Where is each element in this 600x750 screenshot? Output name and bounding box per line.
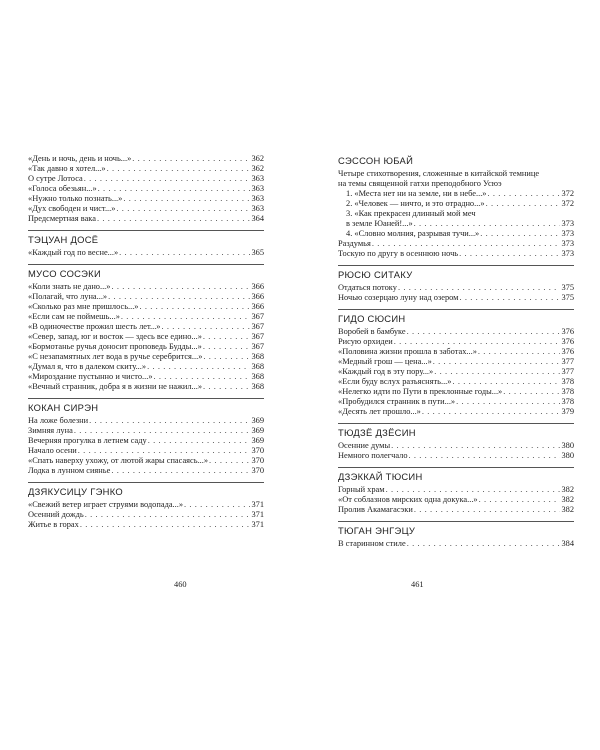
dot-leader [456, 397, 560, 407]
toc-entry [338, 495, 574, 505]
dot-leader [148, 436, 251, 446]
toc-entry [338, 209, 574, 219]
toc-entry-title: «Десять лет прошло...» [338, 407, 421, 416]
section-author-heading: РЮСЮ СИТАКУ [338, 269, 413, 280]
toc-entry [338, 539, 574, 549]
dot-leader [84, 174, 251, 184]
dot-leader [434, 367, 560, 377]
dot-leader [78, 446, 251, 456]
toc-entry-title: Вечерняя прогулка в летнем саду [28, 436, 147, 445]
toc-entry-page: 369 [251, 416, 264, 425]
toc-entry [28, 164, 264, 174]
section-author-heading: СЭССОН ЮБАЙ [338, 155, 414, 166]
toc-section [28, 482, 264, 530]
dot-leader [459, 249, 560, 259]
section-author-heading: ТЮГАН ЭНГЭЦУ [338, 525, 416, 536]
toc-entry-page: 363 [251, 204, 264, 213]
toc-entry [28, 372, 264, 382]
dot-leader [147, 362, 250, 372]
toc-entry-title: «Думал я, что в далеком скиту...» [28, 362, 147, 371]
section-author-heading: ГИДО СЮСИН [338, 313, 406, 324]
dot-leader [107, 164, 251, 174]
dot-leader [394, 337, 561, 347]
toc-entry [338, 441, 574, 451]
toc-entry-page: 369 [251, 426, 264, 435]
dot-leader [108, 292, 250, 302]
dot-leader [414, 219, 561, 229]
toc-entry [338, 327, 574, 337]
dot-leader [480, 229, 560, 239]
toc-entry-title: «Каждый год в эту пору...» [338, 367, 434, 376]
dot-leader [162, 322, 251, 332]
toc-section [338, 467, 574, 515]
dot-leader [407, 539, 561, 549]
toc-entry-title: в земле Юаней!...» [346, 219, 413, 228]
toc-entry-title: «От соблазнов мирских одна докука...» [338, 495, 478, 504]
toc-entry-title: «Сколько раз мне пришлось...» [28, 302, 139, 311]
toc-entry [338, 239, 574, 249]
dot-leader [459, 293, 560, 303]
toc-entry-page: 370 [251, 446, 264, 455]
toc-entry [28, 174, 264, 184]
toc-entry-page: 362 [251, 154, 264, 163]
toc-entry-page: 373 [561, 239, 574, 248]
toc-entry-title: «Север, запад, юг и восток — здесь все едино...» [28, 332, 202, 341]
toc-entry-page: 367 [251, 332, 264, 341]
toc-entry [338, 505, 574, 515]
toc-entry-page: 371 [251, 510, 264, 519]
dot-leader [111, 282, 250, 292]
dot-leader [85, 510, 251, 520]
toc-entry-page: 372 [561, 189, 574, 198]
toc-entry-title: Рисую орхидеи [338, 337, 393, 346]
dot-leader [478, 347, 561, 357]
toc-section [338, 309, 574, 417]
toc-entry-title: Начало осени [28, 446, 77, 455]
toc-entry-page: 368 [251, 362, 264, 371]
dot-leader [486, 199, 561, 209]
toc-entry [28, 292, 264, 302]
toc-entry-page: 376 [561, 337, 574, 346]
toc-entry-page: 364 [251, 214, 264, 223]
toc-entry [28, 184, 264, 194]
toc-entry-page: 369 [251, 436, 264, 445]
toc-entry-title: «Нужно только познать...» [28, 194, 123, 203]
toc-section [28, 264, 264, 392]
toc-entry-title: Горный храм [338, 485, 385, 494]
section-author-heading: МУСО СОСЭКИ [28, 268, 101, 279]
dot-leader [123, 194, 250, 204]
toc-entry-title: «Дух свободен и чист...» [28, 204, 116, 213]
toc-entry-page: 373 [561, 249, 574, 258]
toc-entry-title: Предсмертная вака [28, 214, 96, 223]
toc-entry-title: Воробей в бамбуке [338, 327, 406, 336]
toc-entry-page: 371 [251, 520, 264, 529]
toc-entry-title: «Каждый год по весне...» [28, 248, 119, 257]
toc-entry-page: 384 [561, 539, 574, 548]
toc-entry [338, 199, 574, 209]
toc-entry-page: 372 [561, 199, 574, 208]
toc-entry-page: 371 [251, 500, 264, 509]
dot-leader [97, 214, 250, 224]
toc-section [28, 398, 264, 476]
toc-entry [338, 229, 574, 239]
toc-entry [338, 451, 574, 461]
dot-leader [140, 302, 251, 312]
toc-entry-title: Осенние думы [338, 441, 391, 450]
toc-entry-title: «Медный грош — цена...» [338, 357, 432, 366]
section-author-heading: КОКАН СИРЭН [28, 402, 99, 413]
toc-entry-title: «Спать наверху ухожу, от лютой жары спасаясь...» [28, 456, 209, 465]
toc-entry-title: Лодка в лунном сиянье [28, 466, 111, 475]
toc-entry-page: 380 [561, 441, 574, 450]
dot-leader [119, 248, 250, 258]
toc-entry-page: 379 [561, 407, 574, 416]
toc-entry-title: В старинном стиле [338, 539, 406, 548]
toc-entry-title: 2. «Человек — ничто, и это отрадно...» [346, 199, 485, 208]
toc-entry [28, 322, 264, 332]
toc-entry-title: «С незапамятных лет вода в ручье серебрится...» [28, 352, 203, 361]
toc-entry-title: Отдаться потоку [338, 283, 397, 292]
toc-entry-title: О сутре Лотоса [28, 174, 83, 183]
toc-entry-page: 365 [251, 248, 264, 257]
toc-entry-title: Осенний дождь [28, 510, 84, 519]
dot-leader [203, 382, 250, 392]
dot-leader [398, 283, 561, 293]
right-page-toc [338, 154, 574, 549]
toc-entry-page: 367 [251, 322, 264, 331]
toc-entry-page: 370 [251, 456, 264, 465]
toc-entry [28, 382, 264, 392]
toc-entry [28, 342, 264, 352]
toc-entry-page: 382 [561, 495, 574, 504]
toc-section [28, 230, 264, 258]
dot-leader [409, 451, 561, 461]
toc-entry [28, 194, 264, 204]
toc-entry-title: «Вечный странник, добра я в жизни не нажил...» [28, 382, 203, 391]
toc-entry [28, 332, 264, 342]
dot-leader [372, 239, 561, 249]
toc-entry-page: 376 [561, 327, 574, 336]
toc-entry-title: Житье в горах [28, 520, 79, 529]
toc-entry [28, 282, 264, 292]
dot-leader [391, 441, 560, 451]
toc-entry-page: 363 [251, 194, 264, 203]
toc-entry-title: «Если буду вслух разъяснять...» [338, 377, 452, 386]
toc-entry-page: 375 [561, 293, 574, 302]
toc-entry-title: «Пробудился странник в пути...» [338, 397, 456, 406]
toc-entry [338, 293, 574, 303]
dot-leader [74, 426, 251, 436]
toc-entry-title: «Если сам не поймешь...» [28, 312, 120, 321]
toc-entry-title: «Бормотанье ручья доносит проповедь Будды...» [28, 342, 202, 351]
toc-entry [28, 352, 264, 362]
toc-entry-title: «День и ночь, день и ночь...» [28, 154, 132, 163]
toc-entry [28, 510, 264, 520]
cycle-intro-line: на темы священной гатхи преподобного Усюэ [338, 179, 502, 188]
toc-entry-page: 368 [251, 372, 264, 381]
toc-entry-page: 373 [561, 219, 574, 228]
toc-entry-page: 368 [251, 382, 264, 391]
toc-entry [338, 357, 574, 367]
toc-section [338, 265, 574, 303]
toc-entry-page: 382 [561, 505, 574, 514]
toc-entry [338, 407, 574, 417]
toc-entry-page: 363 [251, 174, 264, 183]
toc-entry [338, 347, 574, 357]
toc-entry [338, 283, 574, 293]
toc-entry [28, 302, 264, 312]
toc-entry [338, 337, 574, 347]
left-page-toc [28, 154, 264, 530]
dot-leader [487, 189, 560, 199]
dot-leader [433, 357, 561, 367]
cycle-intro-line: Четыре стихотворения, сложенные в китайской темнице [338, 169, 540, 178]
dot-leader [479, 495, 561, 505]
toc-entry [338, 189, 574, 199]
toc-entry-page: 370 [251, 466, 264, 475]
toc-section [338, 521, 574, 549]
toc-entry-title: На ложе болезни [28, 416, 89, 425]
toc-entry [28, 436, 264, 446]
toc-entry-title: «Полагай, что луна...» [28, 292, 108, 301]
toc-entry-title: «Мироздание пустынно и чисто...» [28, 372, 153, 381]
toc-entry-title: «В одиночестве прожил шесть лет...» [28, 322, 161, 331]
toc-entry-title: «Голоса обезьян...» [28, 184, 97, 193]
dot-leader [154, 372, 251, 382]
dot-leader [98, 184, 251, 194]
toc-entry-page: 368 [251, 352, 264, 361]
dot-leader [414, 505, 561, 515]
toc-entry-page: 375 [561, 283, 574, 292]
toc-entry-title: «Нелегко идти по Пути в преклонные годы...» [338, 387, 503, 396]
section-author-heading: ДЗЯКУСИЦУ ГЭНКО [28, 486, 123, 497]
toc-entry-page: 363 [251, 184, 264, 193]
dot-leader [80, 520, 251, 530]
toc-entry-page: 373 [561, 229, 574, 238]
toc-entry [28, 312, 264, 322]
dot-leader [407, 327, 561, 337]
toc-entry-page: 377 [561, 357, 574, 366]
toc-entry [338, 397, 574, 407]
toc-entry [338, 377, 574, 387]
dot-leader [386, 485, 561, 495]
toc-section [28, 154, 264, 224]
toc-entry [28, 446, 264, 456]
dot-leader [422, 407, 561, 417]
toc-entry-title: «Половина жизни прошла в заботах...» [338, 347, 477, 356]
toc-entry-title: Раздумья [338, 239, 371, 248]
dot-leader [203, 352, 250, 362]
toc-entry [28, 154, 264, 164]
toc-entry-page: 377 [561, 367, 574, 376]
toc-section [338, 154, 574, 259]
toc-entry [28, 416, 264, 426]
toc-entry-page: 378 [561, 377, 574, 386]
dot-leader [89, 416, 250, 426]
toc-entry [338, 367, 574, 377]
toc-entry [28, 362, 264, 372]
toc-entry-title: Пролив Акамагасэки [338, 505, 413, 514]
section-author-heading: ТЮДЗЁ ДЗЁСИН [338, 427, 416, 438]
toc-entry [338, 387, 574, 397]
toc-entry [28, 520, 264, 530]
toc-entry [338, 249, 574, 259]
toc-entry [338, 219, 574, 229]
toc-entry-title: Ночью созерцаю луну над озером [338, 293, 459, 302]
dot-leader [203, 332, 251, 342]
dot-leader [116, 204, 250, 214]
toc-entry-page: 366 [251, 282, 264, 291]
right-page-number: 461 [411, 580, 424, 589]
toc-entry-title: «Так давно я хотел...» [28, 164, 106, 173]
toc-entry-title: «Коли знать не дано...» [28, 282, 111, 291]
toc-entry-page: 362 [251, 164, 264, 173]
toc-entry [28, 426, 264, 436]
dot-leader [132, 154, 250, 164]
toc-entry-title: Тоскую по другу в осеннюю ночь [338, 249, 459, 258]
toc-entry-page: 366 [251, 292, 264, 301]
dot-leader [121, 312, 251, 322]
toc-section [338, 423, 574, 461]
dot-leader [111, 466, 250, 476]
left-page-number: 460 [174, 580, 187, 589]
toc-entry-page: 367 [251, 312, 264, 321]
toc-entry-title: Зимняя луна [28, 426, 73, 435]
toc-entry-title: Немного полегчало [338, 451, 408, 460]
dot-leader [184, 500, 250, 510]
toc-entry [28, 248, 264, 258]
toc-entry-page: 367 [251, 342, 264, 351]
toc-entry-page: 366 [251, 302, 264, 311]
dot-leader [452, 377, 560, 387]
toc-entry-title: «Свежий ветер играет струями водопада...» [28, 500, 184, 509]
toc-entry [338, 485, 574, 495]
toc-entry [28, 214, 264, 224]
toc-entry-page: 382 [561, 485, 574, 494]
toc-entry [28, 456, 264, 466]
toc-entry-title: 4. «Словно молния, разрывая тучи...» [346, 229, 480, 238]
dot-leader [203, 342, 251, 352]
toc-entry-page: 380 [561, 451, 574, 460]
toc-entry-title: 3. «Как прекрасен длинный мой меч [346, 209, 476, 218]
toc-entry-page: 378 [561, 397, 574, 406]
dot-leader [503, 387, 560, 397]
toc-entry [28, 500, 264, 510]
section-author-heading: ДЗЭККАЙ ТЮСИН [338, 471, 423, 482]
dot-leader [209, 456, 250, 466]
toc-entry [28, 204, 264, 214]
section-author-heading: ТЭЦУАН ДОСЁ [28, 234, 99, 245]
toc-entry-page: 376 [561, 347, 574, 356]
toc-entry [28, 466, 264, 476]
toc-entry-title: 1. «Места нет ни на земле, ни в небе...» [346, 189, 487, 198]
toc-entry-page: 378 [561, 387, 574, 396]
